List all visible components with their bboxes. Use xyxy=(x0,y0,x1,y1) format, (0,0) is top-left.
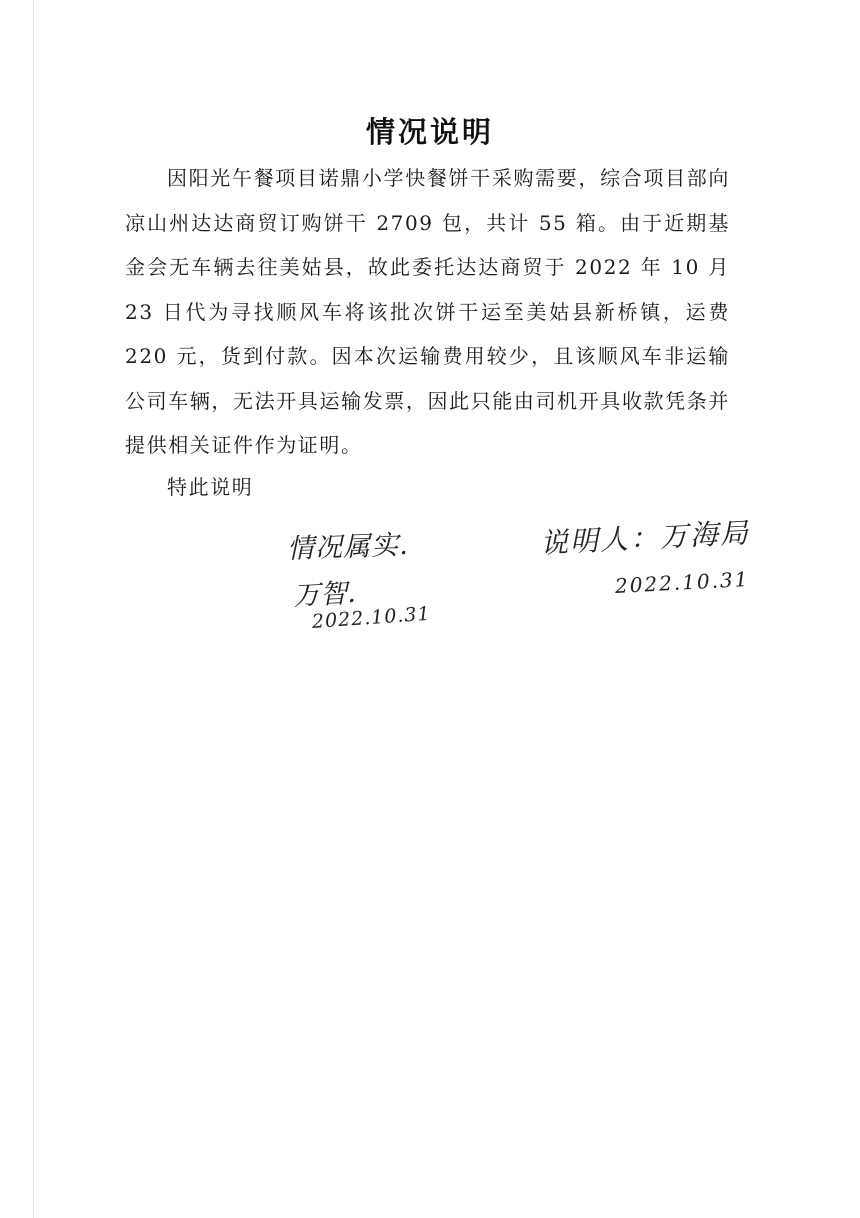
document-title: 情况说明 xyxy=(365,115,494,149)
handwritten-signature-left: 万智. xyxy=(292,577,357,612)
body-paragraph: 因阳光午餐项目诺鼎小学快餐饼干采购需要，综合项目部向凉山州达达商贸订购饼干 2709 包，共计 55 箱。由于近期基金会无车辆去往美姑县，故此委托达达商贸于 2022 年 10 月 23 日代为寻找顺风车将该批次饼干运至美姑县新桥镇，运费 220 元，货到付款。因本次运输费用较少，且该顺风车非运输公司车辆，无法开具运输发票，因此只能由司机开具收款凭条并提供相关证件作为证明。 xyxy=(125,166,730,457)
closing-remark: 特此说明 xyxy=(167,475,254,499)
handwritten-verification: 情况属实. xyxy=(286,529,410,565)
handwritten-date-left: 2022.10.31 xyxy=(311,602,432,633)
handwritten-date-right: 2022.10.31 xyxy=(614,566,750,598)
handwritten-declarant-signature: 说明人：万海局 xyxy=(539,516,751,560)
